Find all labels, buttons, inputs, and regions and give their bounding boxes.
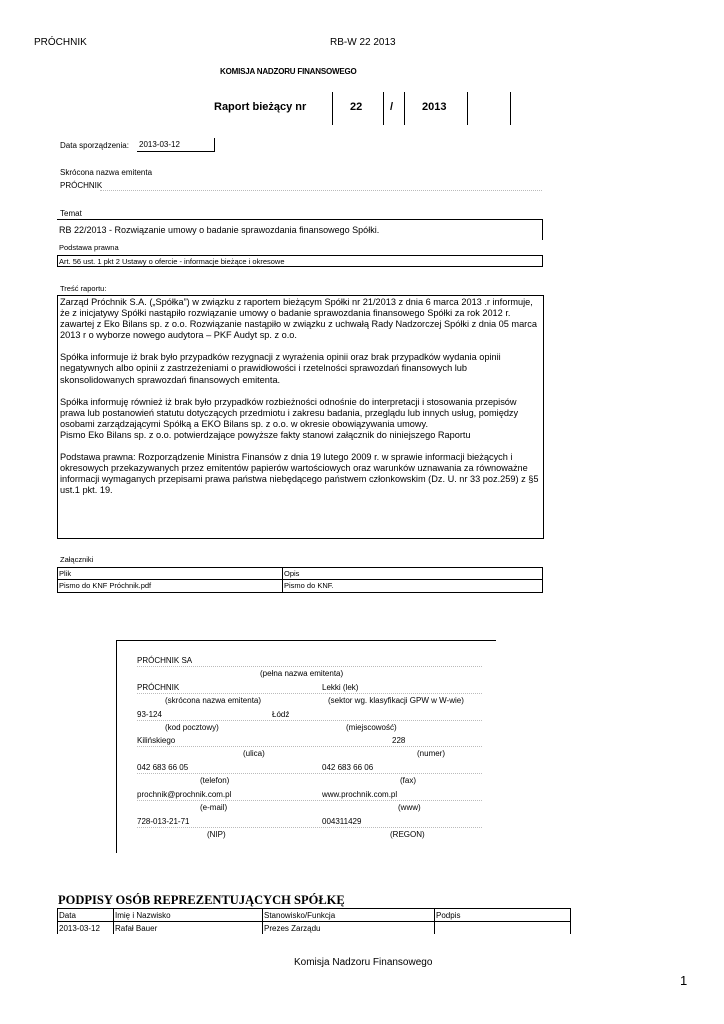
company-street: Kilińskiego: [137, 736, 176, 745]
company-fax: 042 683 66 06: [322, 763, 374, 772]
issuer-value: PRÓCHNIK: [60, 181, 103, 190]
content-paragraph: Pismo Eko Bilans sp. z o.o. potwierdzające powyższe fakty stanowi załącznik do niniejszego Raportu: [60, 429, 471, 440]
content-paragraph: Zarząd Próchnik S.A. („Spółka”) w związku z raportem bieżącym Spółki nr 21/2013 z dnia 6 marca 2013 .r informuje, że z inicjatywy Spółki nastąpiło rozwiązanie umowy o badanie sprawozdania finansowego Spółki za rok 2012 r. zawartej z Eko Bilans sp. z o.o. Rozwiązanie nastąpiło w związku z uchwałą Rady Nadzorczej Spółki z dnia 05 marca 2013 r o wyborze nowego audytora – PKF Audyt sp. z o.o.: [60, 297, 537, 341]
signatures-col-signature: Podpis: [436, 911, 461, 920]
report-divider: [332, 92, 333, 125]
company-postal-caption: (kod pocztowy): [165, 723, 219, 732]
company-full-name: PRÓCHNIK SA: [137, 656, 193, 665]
company-street-number: 228: [392, 736, 406, 745]
authority-title: KOMISJA NADZORU FINANSOWEGO: [220, 67, 357, 76]
dotted-line: [137, 666, 482, 667]
footer-authority: Komisja Nadzoru Finansowego: [294, 957, 433, 968]
dotted-line: [137, 800, 482, 801]
company-sector: Lekki (lek): [322, 683, 359, 692]
company-full-name-caption: (pełna nazwa emitenta): [260, 669, 344, 678]
signatures-col-line: [113, 908, 114, 934]
report-year: 2013: [422, 101, 447, 113]
signatures-col-line: [57, 908, 58, 934]
signature-position: Prezes Zarządu: [264, 924, 321, 933]
signatures-col-name: Imię i Nazwisko: [115, 911, 171, 920]
company-email-caption: (e-mail): [200, 803, 228, 812]
signatures-top-line: [57, 908, 571, 909]
attachments-row-line: [57, 579, 543, 580]
date-value: 2013-03-12: [139, 140, 180, 149]
dotted-line: [137, 827, 482, 828]
company-postal-code: 93-124: [137, 710, 162, 719]
content-paragraph: Spółka informuje iż brak było przypadków rezygnacji z wyrażenia opinii oraz brak przypadków wydania opinii negatywnych albo opinii z zastrzeżeniami o prawidłowości i rzetelności sprawozdań finansowych lub skonsolidowanych sprawozdań finansowych emitenta.: [60, 352, 501, 385]
legal-value: Art. 56 ust. 1 pkt 2 Ustawy o ofercie - informacje bieżące i okresowe: [59, 257, 285, 266]
subject-right-line: [542, 219, 543, 240]
company-number-caption: (numer): [417, 749, 446, 758]
page-number: 1: [680, 973, 688, 988]
company-regon: 004311429: [322, 817, 362, 826]
signatures-col-line: [434, 908, 435, 934]
company-website[interactable]: www.prochnik.com.pl: [322, 790, 398, 799]
report-label: Raport bieżący nr: [214, 101, 307, 113]
content-paragraph: Podstawa prawna: Rozporządzenie Ministra Finansów z dnia 19 lutego 2009 r. w sprawie informacji bieżących i okresowych przekazywanych przez emitentów papierów wartościowych oraz warunków uznawania za równoważne informacji wymaganych przepisami prawa państwa niebędącego państwem członkowskim (Dz. U. nr 33 poz.259) z §5 ust.1 pkt. 19.: [60, 452, 539, 496]
company-sector-caption: (sektor wg. klasyfikacji GPW w W-wie): [328, 696, 464, 705]
company-www-caption: (www): [398, 803, 421, 812]
signatures-row-line: [57, 921, 571, 922]
subject-top-line: [57, 219, 543, 220]
attachments-col-line: [282, 567, 283, 593]
subject-value: RB 22/2013 - Rozwiązanie umowy o badanie sprawozdania finansowego Spółki.: [59, 225, 380, 235]
signature-date: 2013-03-12: [59, 924, 100, 933]
dotted-line: [100, 190, 542, 191]
legal-label: Podstawa prawna: [59, 243, 119, 252]
dotted-line: [137, 720, 482, 721]
content-paragraph: Spółka informuję również iż brak było przypadków rozbieżności odnośnie do interpretacji i stosowania przepisów prawa lub postanowień statutu dotyczących przedmiotu i zakresu badania, przeglądu lub innych usług, pomiędzy osobami zarządzającymi Spółką a EKO Bilans sp. z o.o. w okresie obowiązywania umowy.: [60, 396, 519, 429]
company-short-name: PRÓCHNIK: [137, 683, 180, 692]
report-divider: [467, 92, 468, 125]
company-phone: 042 683 66 05: [137, 763, 189, 772]
attachment-desc: Pismo do KNF.: [284, 581, 334, 590]
company-street-caption: (ulica): [243, 749, 265, 758]
attachments-label: Załączniki: [60, 555, 94, 564]
signature-name: Rafał Bauer: [115, 924, 158, 933]
report-divider: [383, 92, 384, 125]
issuer-label: Skrócona nazwa emitenta: [60, 168, 153, 177]
dotted-line: [137, 693, 482, 694]
report-divider: [404, 92, 405, 125]
report-slash: /: [390, 101, 394, 113]
signatures-title: PODPISY OSÓB REPREZENTUJĄCYCH SPÓŁKĘ: [58, 893, 345, 907]
date-label: Data sporządzenia:: [60, 141, 129, 150]
header-company: PRÓCHNIK: [34, 37, 87, 48]
signatures-col-line: [570, 908, 571, 934]
company-city-caption: (miejscowość): [346, 723, 397, 732]
signatures-col-date: Data: [59, 911, 76, 920]
report-divider: [510, 92, 511, 125]
company-short-name-caption: (skrócona nazwa emitenta): [165, 696, 262, 705]
company-city: Łódź: [272, 710, 290, 719]
report-content: [60, 297, 544, 507]
company-nip-caption: (NIP): [207, 830, 226, 839]
subject-label: Temat: [60, 209, 82, 218]
attachments-col-desc: Opis: [284, 569, 300, 578]
company-nip: 728-013-21-71: [137, 817, 190, 826]
signatures-col-line: [262, 908, 263, 934]
content-label: Treść raportu:: [60, 284, 107, 293]
signatures-col-position: Stanowisko/Funkcja: [264, 911, 336, 920]
company-regon-caption: (REGON): [390, 830, 425, 839]
company-fax-caption: (fax): [400, 776, 416, 785]
header-report-code: RB-W 22 2013: [330, 37, 396, 48]
dotted-line: [137, 746, 482, 747]
company-phone-caption: (telefon): [200, 776, 230, 785]
attachment-file-link[interactable]: Pismo do KNF Próchnik.pdf: [59, 581, 152, 590]
dotted-line: [137, 773, 482, 774]
report-number: 22: [350, 101, 363, 113]
attachments-col-file: Plik: [59, 569, 72, 578]
company-email[interactable]: prochnik@prochnik.com.pl: [137, 790, 232, 799]
